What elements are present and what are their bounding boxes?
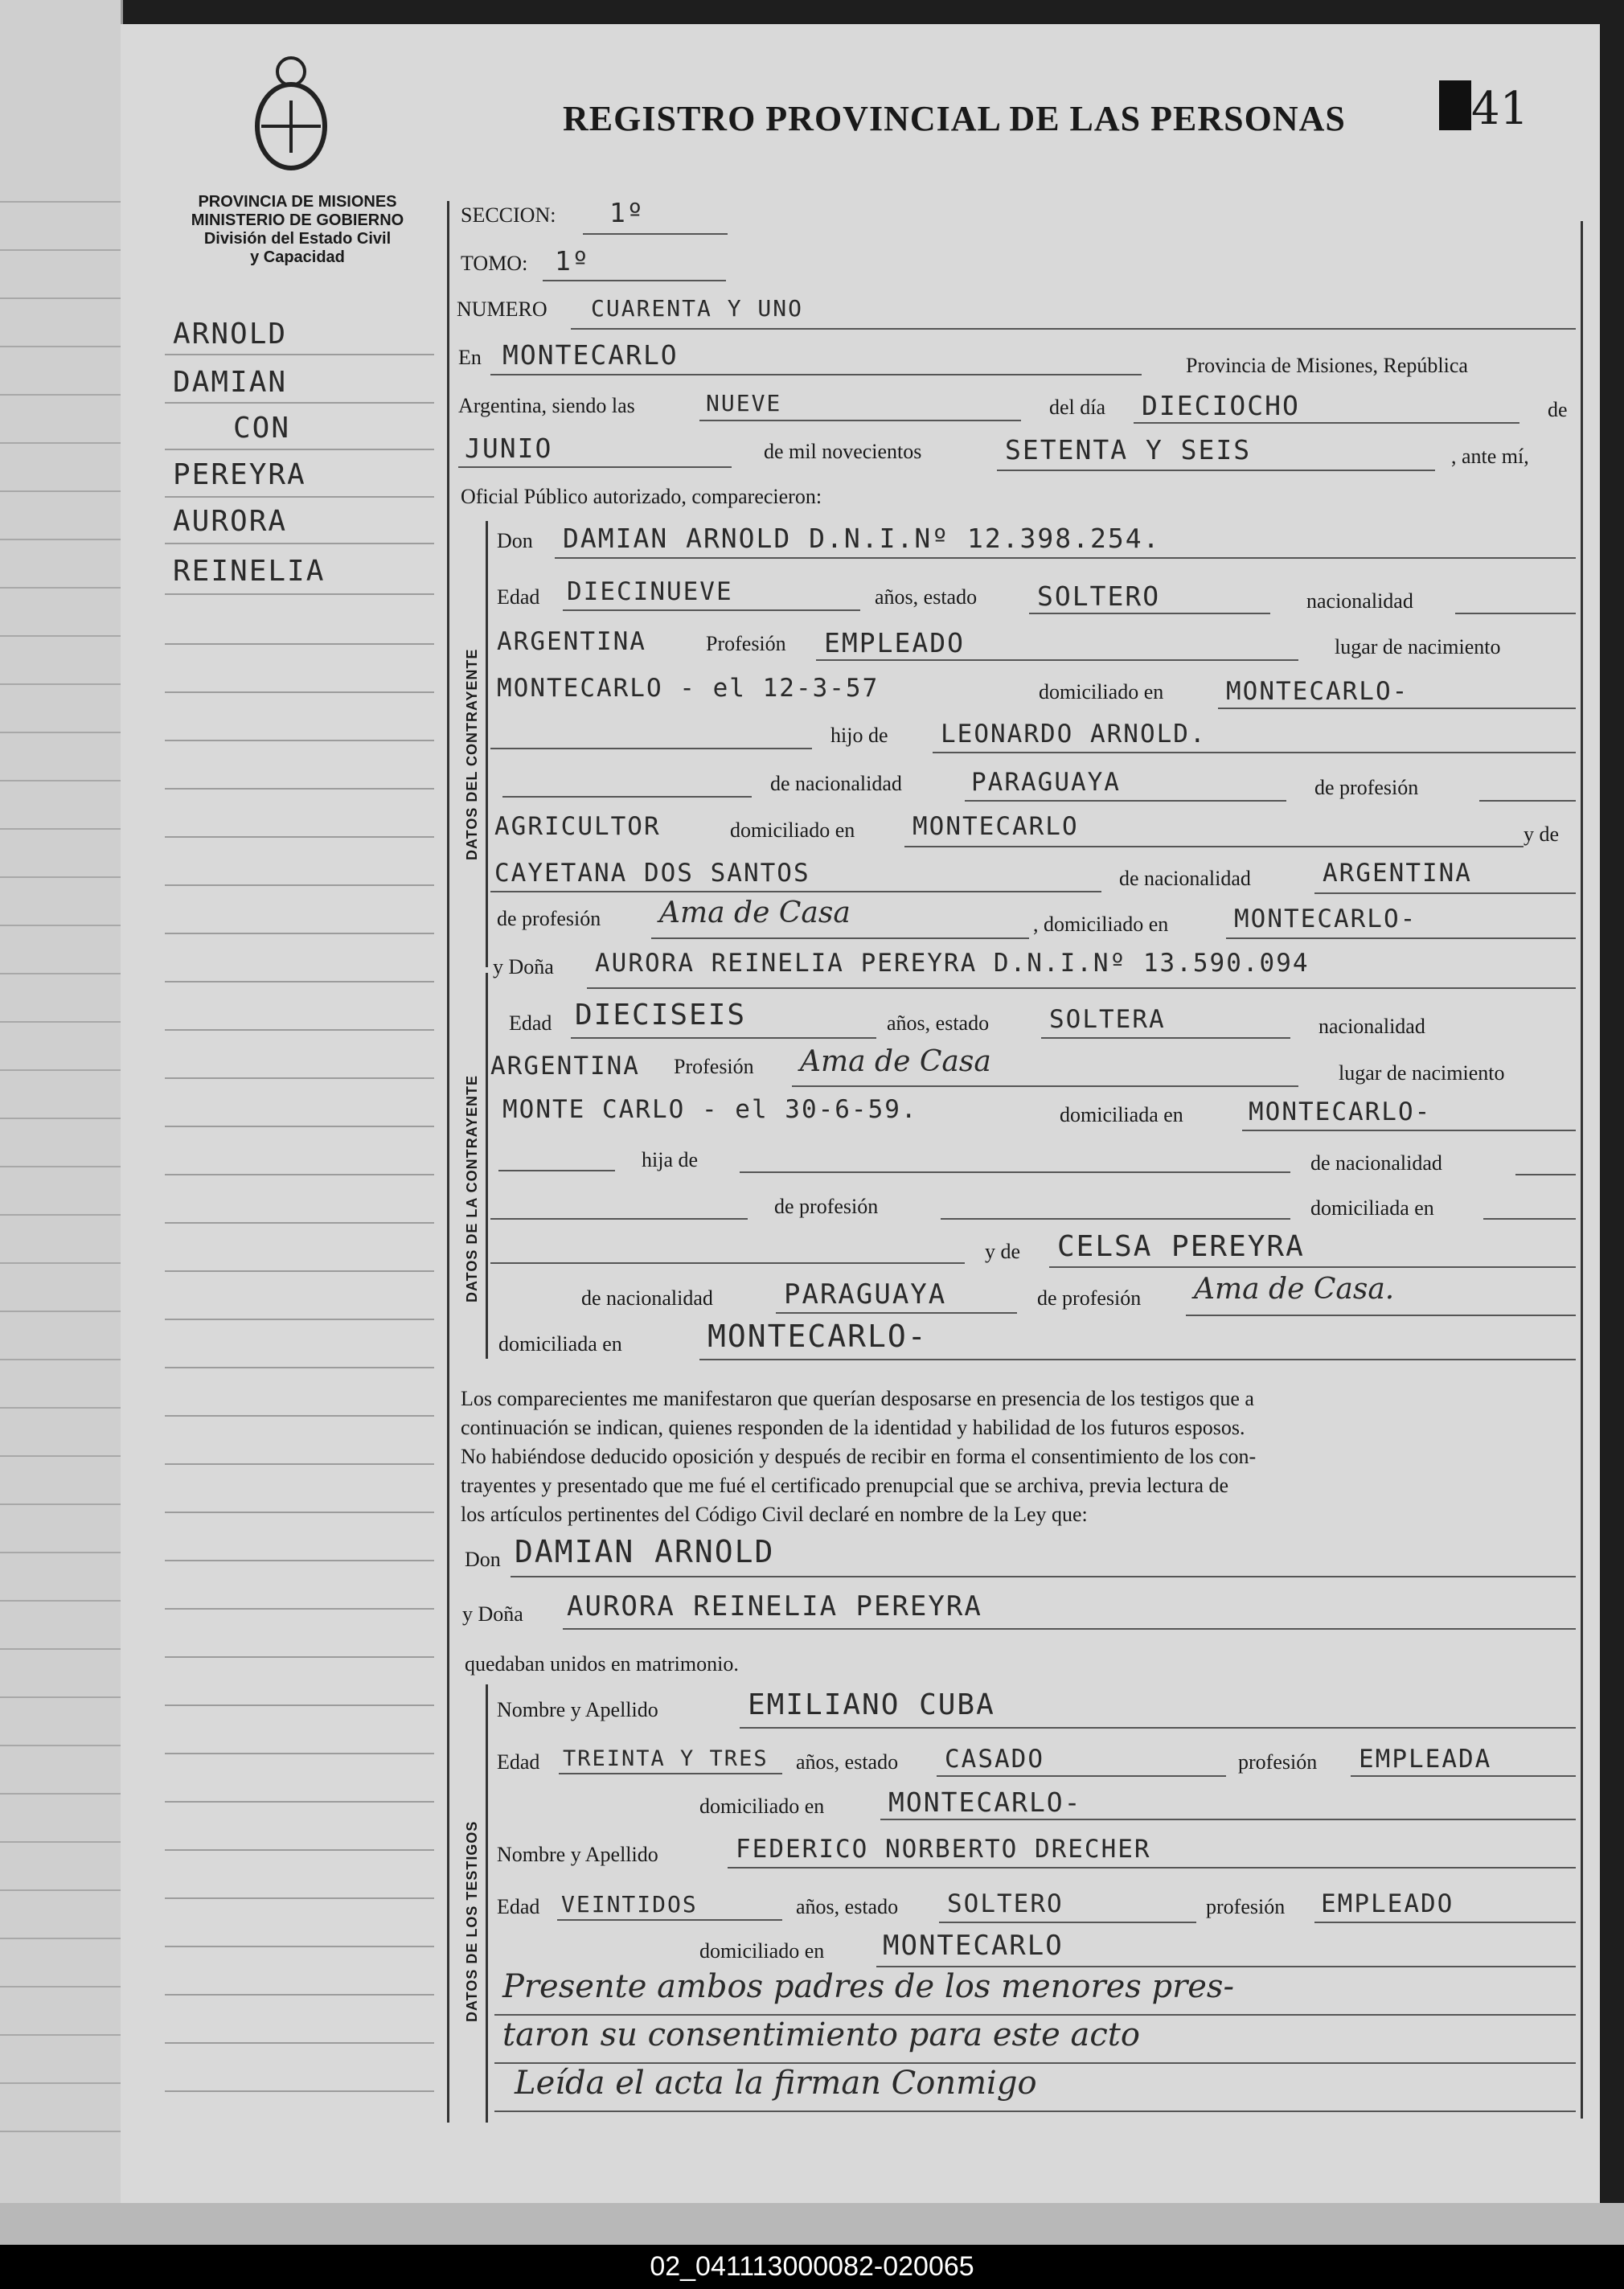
novio-edad: DIECINUEVE bbox=[567, 577, 733, 606]
y-de-label: y de bbox=[1524, 822, 1560, 846]
paragraph-line: los artículos pertinentes del Código Civil declaré en nombre de la Ley que: bbox=[461, 1503, 1088, 1526]
edad-label: Edad bbox=[497, 1750, 540, 1774]
hora-value: NUEVE bbox=[706, 390, 782, 416]
prof-label: profesión bbox=[1238, 1750, 1318, 1774]
testigo2-domicilio: MONTECARLO bbox=[883, 1930, 1064, 1962]
testigo1-edad: TREINTA Y TRES bbox=[563, 1746, 769, 1771]
testigo2-edad: VEINTIDOS bbox=[561, 1891, 698, 1918]
nac-label: nacionalidad bbox=[1318, 1015, 1425, 1038]
y-de-label: y de bbox=[985, 1240, 1021, 1263]
paragraph-line: continuación se indican, quienes responden de la identidad y habilidad de los futuros esposos. bbox=[461, 1416, 1245, 1439]
provincia-text: Provincia de Misiones, República bbox=[1186, 354, 1468, 377]
testigo2-nombre: FEDERICO NORBERTO DRECHER bbox=[736, 1835, 1151, 1864]
margin-name: PEREYRA bbox=[173, 458, 306, 491]
de-prof-label: de profesión bbox=[774, 1195, 879, 1218]
margin-name: ARNOLD bbox=[173, 318, 288, 351]
dom-label: domiciliado en bbox=[1039, 680, 1164, 704]
oficial-text: Oficial Público autorizado, comparecieron: bbox=[461, 485, 822, 508]
nac-label: nacionalidad bbox=[1306, 589, 1413, 613]
anios-label: años, estado bbox=[875, 585, 978, 609]
quedaban-text: quedaban unidos en matrimonio. bbox=[465, 1652, 739, 1676]
section-label-testigos: DATOS DE LOS TESTIGOS bbox=[464, 1820, 480, 2022]
anios-label: años, estado bbox=[887, 1011, 990, 1035]
dona-label: y Doña bbox=[462, 1602, 523, 1626]
office-block bbox=[161, 193, 434, 267]
seccion-value: 1º bbox=[609, 197, 645, 228]
document-title: REGISTRO PROVINCIAL DE LAS PERSONAS bbox=[563, 99, 1346, 138]
dom-label: domiciliado en bbox=[699, 1939, 825, 1963]
don-label: Don bbox=[497, 529, 533, 552]
madre-nac-label: de nacionalidad bbox=[581, 1286, 713, 1310]
madre-profesion: Ama de Casa bbox=[659, 896, 851, 929]
ante-label: , ante mí, bbox=[1451, 445, 1529, 468]
numero-label: NUMERO bbox=[457, 297, 547, 321]
padre-nacionalidad: PARAGUAYA bbox=[971, 768, 1121, 797]
tomo-label: TOMO: bbox=[461, 252, 528, 275]
novia-nacimiento: MONTE CARLO - el 30-6-59. bbox=[502, 1095, 918, 1124]
section-label-contrayenta: DATOS DE LA CONTRAYENTE bbox=[464, 1074, 480, 1302]
mes-value: JUNIO bbox=[465, 433, 553, 464]
edad-label: Edad bbox=[497, 1895, 540, 1918]
testigo1-domicilio: MONTECARLO- bbox=[888, 1786, 1082, 1818]
note-line: taron su consentimiento para este acto bbox=[502, 2016, 1140, 2053]
office-line: y Capacidad bbox=[250, 248, 345, 266]
padre-dom-label: domiciliado en bbox=[730, 818, 855, 842]
de-nac-label: de nacionalidad bbox=[1310, 1151, 1442, 1175]
legal-paragraph bbox=[461, 1384, 1256, 1529]
page-edge bbox=[0, 2203, 1624, 2245]
paragraph-line: No habiéndose deducido oposición y después de recibir en forma el consentimiento de los con- bbox=[461, 1445, 1257, 1468]
madre-prof-label: de profesión bbox=[497, 907, 601, 930]
novio-nombre: DAMIAN ARNOLD D.N.I.Nº 12.398.254. bbox=[563, 523, 1161, 554]
numero-value: CUARENTA Y UNO bbox=[591, 295, 804, 322]
testigo2-profesion: EMPLEADO bbox=[1321, 1889, 1454, 1918]
argentina-text: Argentina, siendo las bbox=[458, 394, 635, 417]
paragraph-line: trayentes y presentado que me fué el certificado prenupcial que se archiva, previa lectura de bbox=[461, 1474, 1229, 1497]
esposo-nombre: DAMIAN ARNOLD bbox=[515, 1534, 775, 1569]
margin-name: CON bbox=[233, 412, 291, 445]
anio-value: SETENTA Y SEIS bbox=[1005, 434, 1252, 466]
novio-nacionalidad: ARGENTINA bbox=[497, 627, 646, 656]
novia-estado: SOLTERA bbox=[1049, 1005, 1166, 1034]
margin-name: AURORA bbox=[173, 505, 288, 538]
office-line: División del Estado Civil bbox=[203, 230, 392, 248]
lugar-value: MONTECARLO bbox=[502, 339, 679, 371]
office-line: PROVINCIA DE MISIONES bbox=[198, 193, 397, 211]
coat-of-arms-icon bbox=[245, 52, 338, 173]
margin-border bbox=[447, 201, 449, 2123]
testigo1-profesion: EMPLEADA bbox=[1359, 1745, 1492, 1774]
novio-profesion: EMPLEADO bbox=[824, 627, 965, 658]
note-line: Leída el acta la firman Conmigo bbox=[515, 2065, 1037, 2102]
padre-domicilio: MONTECARLO bbox=[912, 812, 1079, 841]
novia-madre-domicilio: MONTECARLO- bbox=[707, 1319, 928, 1354]
don-label: Don bbox=[465, 1548, 501, 1571]
esposa-nombre: AURORA REINELIA PEREYRA bbox=[567, 1590, 982, 1622]
office-line: MINISTERIO DE GOBIERNO bbox=[191, 211, 404, 229]
novia-nombre: AURORA REINELIA PEREYRA D.N.I.Nº 13.590.094 bbox=[595, 949, 1310, 978]
anios-label: años, estado bbox=[796, 1895, 899, 1918]
novia-edad: DIECISEIS bbox=[575, 999, 747, 1032]
madre-dom-label: domiciliada en bbox=[498, 1332, 622, 1356]
padre-nombre: LEONARDO ARNOLD. bbox=[941, 720, 1207, 749]
margin-name: DAMIAN bbox=[173, 366, 288, 399]
del-dia-label: del día bbox=[1049, 396, 1106, 419]
dom-label: domiciliado en bbox=[699, 1795, 825, 1818]
anios-label: años, estado bbox=[796, 1750, 899, 1774]
hija-label: hija de bbox=[642, 1148, 699, 1171]
testigo1-nombre: EMILIANO CUBA bbox=[748, 1688, 995, 1721]
hijo-label: hijo de bbox=[830, 724, 888, 747]
seccion-label: SECCION: bbox=[461, 203, 556, 227]
folio-number: 41 bbox=[1471, 83, 1529, 135]
de-nac-label: de nacionalidad bbox=[770, 772, 902, 795]
adjacent-page bbox=[0, 0, 123, 2203]
dona-label: y Doña bbox=[493, 955, 554, 978]
edad-label: Edad bbox=[497, 585, 540, 609]
novia-profesion: Ama de Casa bbox=[800, 1045, 991, 1078]
lugar-label: lugar de nacimiento bbox=[1339, 1061, 1505, 1085]
madre-nombre: CAYETANA DOS SANTOS bbox=[494, 859, 810, 888]
novio-domicilio: MONTECARLO- bbox=[1226, 677, 1409, 706]
prof-label: Profesión bbox=[706, 632, 786, 655]
tomo-value: 1º bbox=[555, 245, 590, 277]
novia-nacionalidad: ARGENTINA bbox=[490, 1052, 640, 1081]
madre-nac-label: de nacionalidad bbox=[1119, 867, 1251, 890]
testigo2-estado: SOLTERO bbox=[947, 1889, 1064, 1918]
dom-label: domiciliada en bbox=[1060, 1103, 1183, 1126]
novia-madre: CELSA PEREYRA bbox=[1057, 1230, 1305, 1263]
paragraph-line: Los comparecientes me manifestaron que querían desposarse en presencia de los testigos que a bbox=[461, 1387, 1254, 1410]
novio-estado: SOLTERO bbox=[1037, 580, 1161, 612]
edad-label: Edad bbox=[509, 1011, 552, 1035]
madre-domicilio: MONTECARLO- bbox=[1234, 905, 1417, 933]
de-label: de bbox=[1548, 398, 1568, 421]
padre-profesion: AGRICULTOR bbox=[494, 812, 661, 841]
madre-prof-label: de profesión bbox=[1037, 1286, 1142, 1310]
nombre-label: Nombre y Apellido bbox=[497, 1843, 658, 1866]
nombre-label: Nombre y Apellido bbox=[497, 1698, 658, 1721]
novia-domicilio: MONTECARLO- bbox=[1249, 1097, 1432, 1126]
prof-label: Profesión bbox=[674, 1055, 754, 1078]
madre-nacionalidad: ARGENTINA bbox=[1323, 859, 1472, 888]
right-border bbox=[1581, 221, 1583, 2119]
novio-nacimiento: MONTECARLO - el 12-3-57 bbox=[497, 674, 880, 703]
domiciliada-label: domiciliada en bbox=[1310, 1196, 1434, 1220]
en-label: En bbox=[458, 346, 482, 369]
dia-value: DIECIOCHO bbox=[1142, 390, 1300, 421]
madre-dom-label: , domiciliado en bbox=[1033, 913, 1169, 936]
novia-madre-profesion: Ama de Casa. bbox=[1194, 1273, 1395, 1306]
margin-name: REINELIA bbox=[173, 555, 326, 588]
de-prof-label: de profesión bbox=[1314, 776, 1419, 799]
note-line: Presente ambos padres de los menores pres- bbox=[502, 1968, 1234, 2005]
image-caption: 02_041113000082-020065 bbox=[0, 2245, 1624, 2289]
testigo1-estado: CASADO bbox=[945, 1745, 1044, 1774]
section-label-contrayente: DATOS DEL CONTRAYENTE bbox=[464, 648, 480, 860]
mil-label: de mil novecientos bbox=[764, 440, 922, 463]
ink-mark bbox=[1439, 80, 1471, 130]
lugar-label: lugar de nacimiento bbox=[1335, 635, 1501, 658]
novia-madre-nacionalidad: PARAGUAYA bbox=[784, 1278, 947, 1311]
prof-label: profesión bbox=[1206, 1895, 1286, 1918]
